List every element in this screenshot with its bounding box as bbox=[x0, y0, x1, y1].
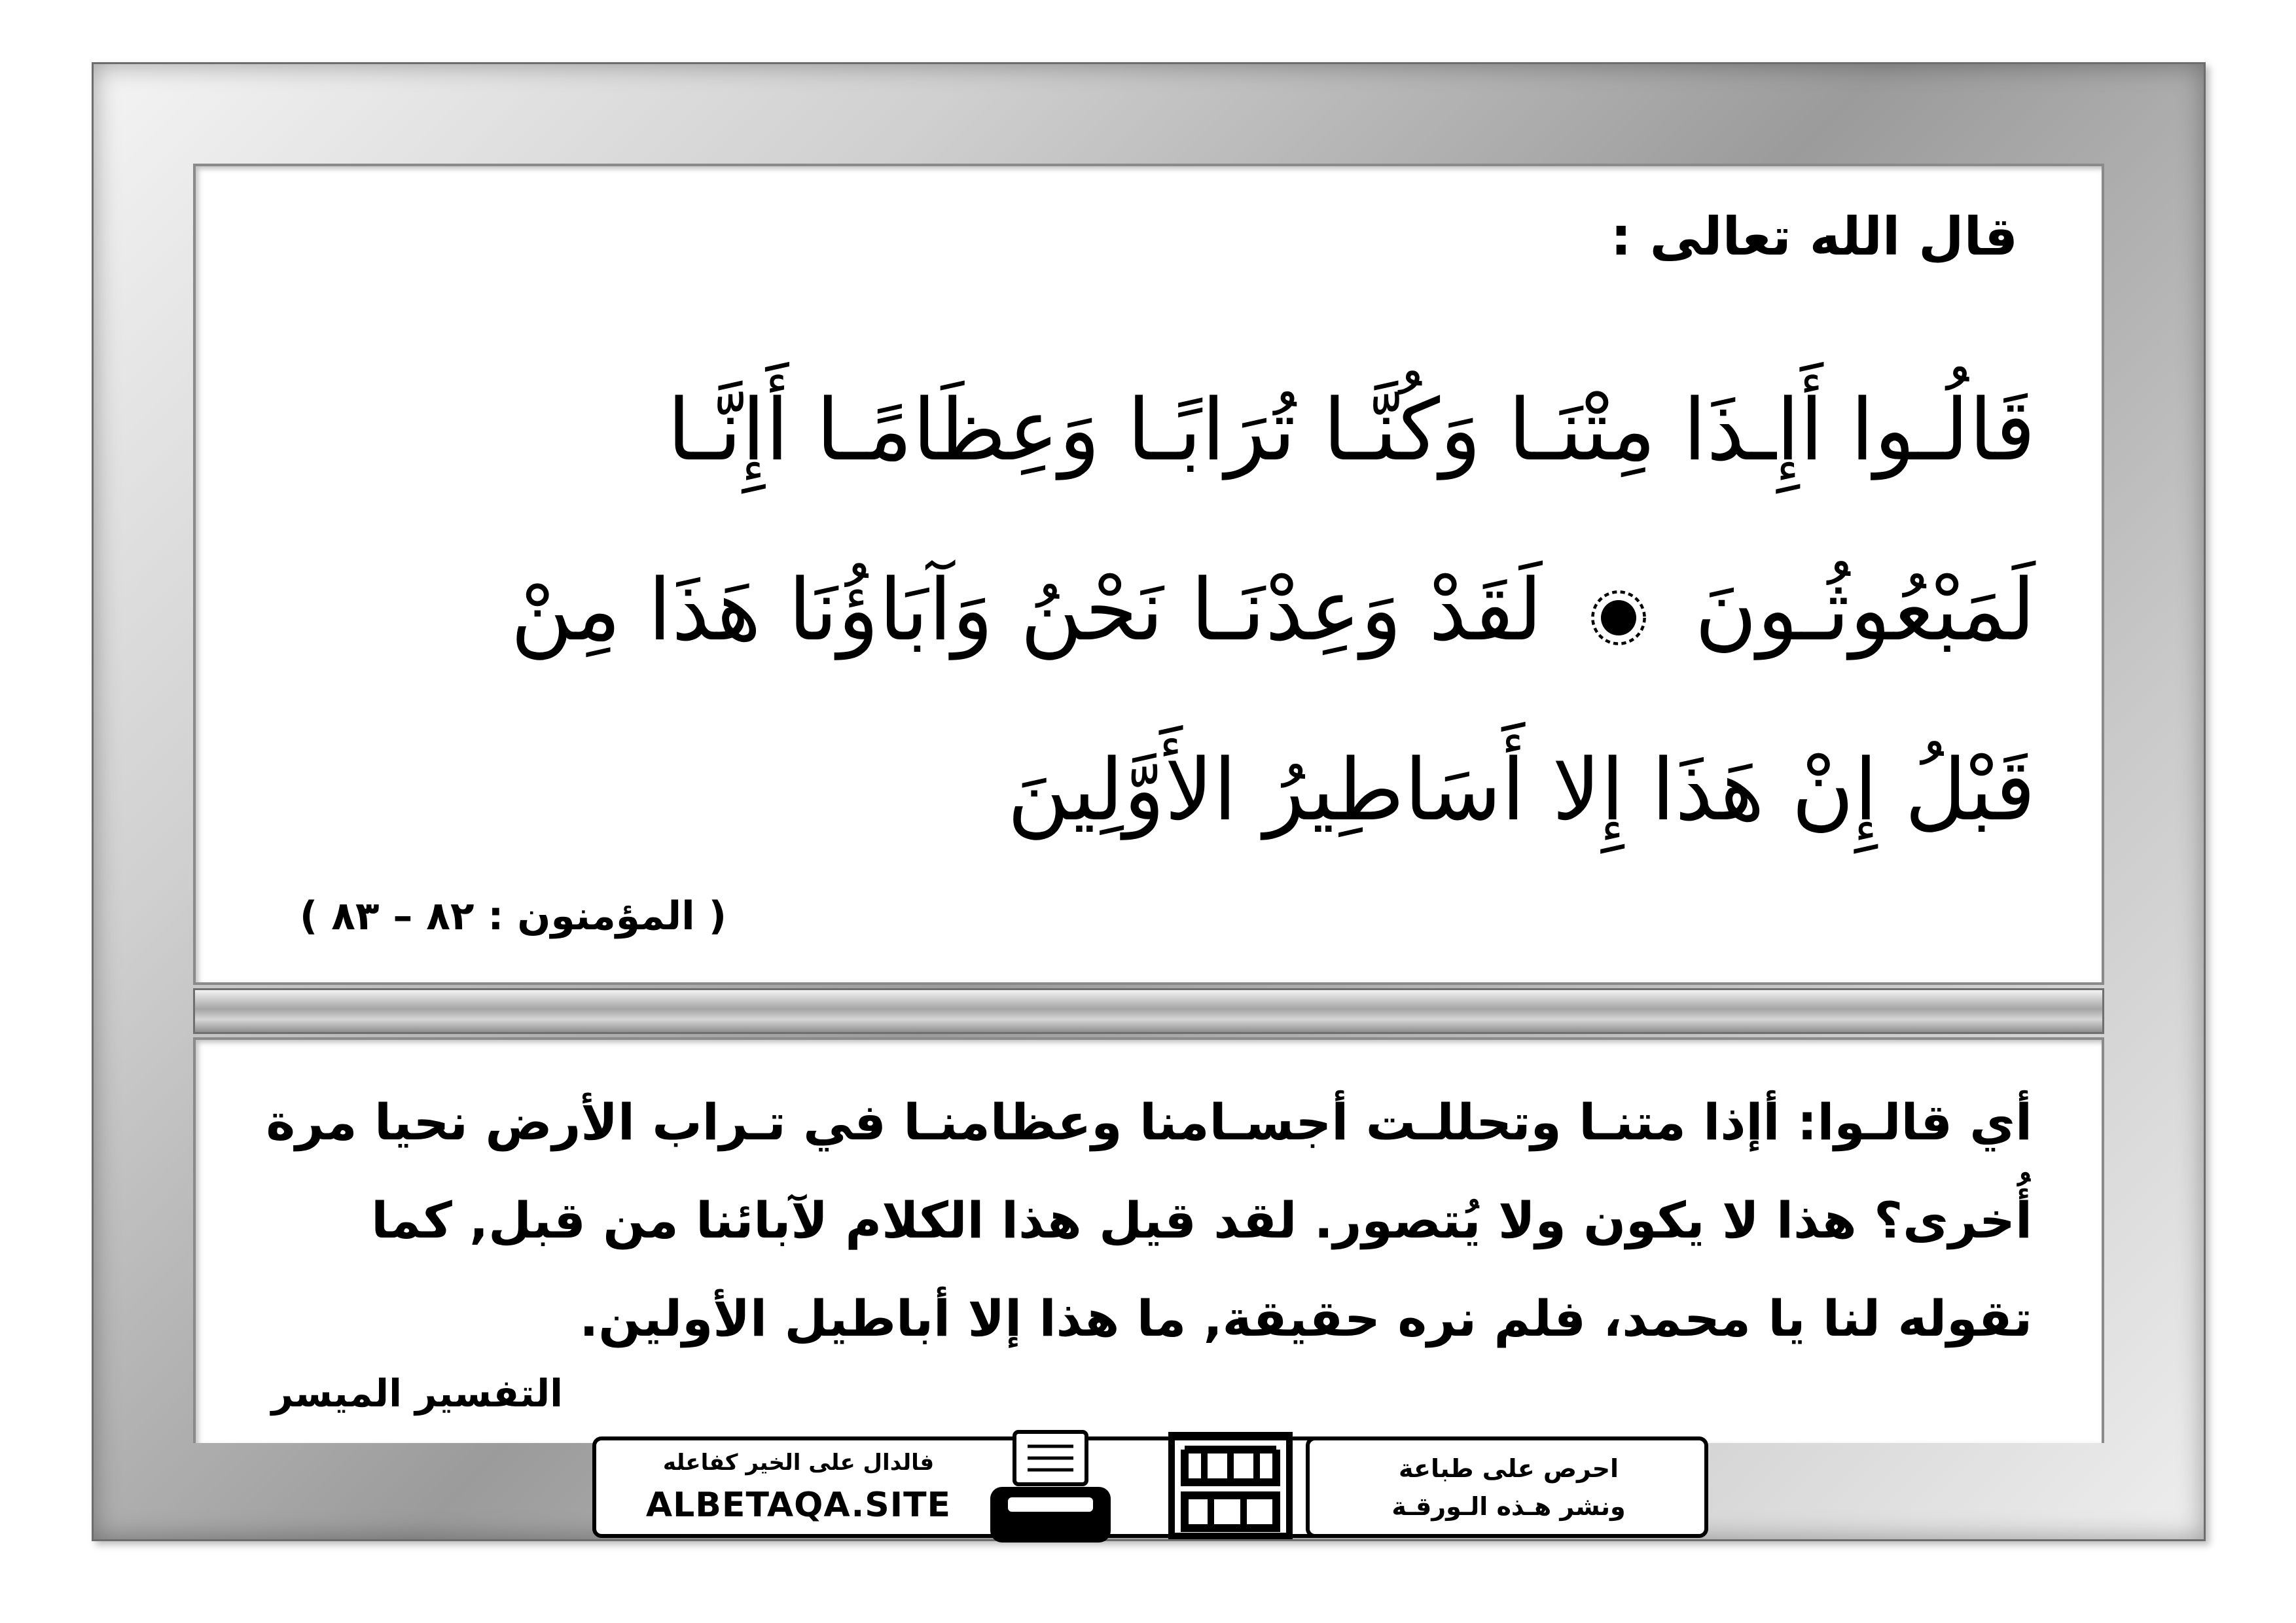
verse-line-2 bbox=[249, 520, 2036, 700]
promo-text bbox=[1322, 1450, 1695, 1525]
tafsir-text bbox=[245, 1073, 2032, 1368]
printer-icon bbox=[985, 1427, 1116, 1548]
verse-line-3: قَبْلُ إِنْ هَذَا إِلا أَسَاطِيرُ الأَوَّلِينَ bbox=[1007, 740, 2036, 840]
verse-line-2-mid: لَقَدْ bbox=[1428, 560, 1543, 660]
tafsir-source: التفسير الميسر bbox=[271, 1371, 563, 1416]
verse-reference: ( المؤمنون : ٨٢ – ٨٣ ) bbox=[299, 893, 726, 939]
site-tagline: فالدال على الخير كفاعله bbox=[662, 1450, 935, 1476]
verse-line-2-end: وَعِدْنَـا نَحْنُ وَآبَاؤُنَا هَذَا مِنْ bbox=[511, 560, 1402, 660]
site-link[interactable]: ALBETAQA.SITE bbox=[645, 1486, 952, 1525]
verse-line-2-start: لَمَبْعُوثُـونَ bbox=[1695, 560, 2036, 660]
tafsir-line-2: أُخرى؟ هذا لا يكون ولا يُتصور. لقد قيل هذا الكلام لآبائنا من قبل, كما bbox=[371, 1191, 2032, 1249]
calligraphy-logo bbox=[1165, 1430, 1296, 1541]
frame-divider bbox=[193, 988, 2104, 1034]
promo-line-2: ونشر هـذه الـورقـة bbox=[1391, 1492, 1626, 1521]
tafsir-line-1: أي قالـوا: أإذا متنـا وتحللـت أجسـامنا وعظامنـا في تـراب الأرض نحيا مرة bbox=[266, 1093, 2032, 1151]
tafsir-line-3: تقوله لنا يا محمد، فلم نره حقيقة, ما هذا إلا أباطيل الأولين. bbox=[579, 1289, 2032, 1347]
verse-end-marker-icon bbox=[1589, 588, 1648, 647]
promo-line-1: احرص على طباعة bbox=[1398, 1454, 1619, 1483]
verse-line-1: قَالُـوا أَإِـذَا مِتْنَـا وَكُنَّـا تُرَابًـا وَعِظَامًـا أَإِنَّـا bbox=[667, 380, 2036, 480]
verse-text bbox=[249, 340, 2036, 880]
verse-heading: قال الله تعالى : bbox=[1610, 206, 2018, 267]
